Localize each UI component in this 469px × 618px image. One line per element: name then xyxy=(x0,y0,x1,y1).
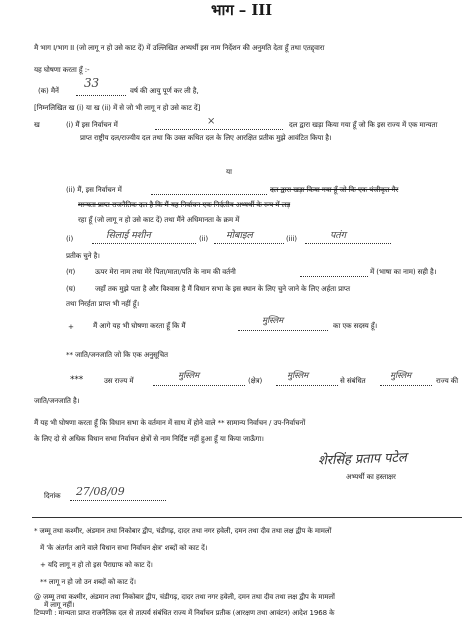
caste-line: जाति/जनजाति है। xyxy=(34,396,80,405)
candidate-signature: शेरसिंह प्रताप पटेल xyxy=(317,450,407,469)
footnote-1: * जम्मू तथा कश्मीर, अंडमान तथा निकोबार द्वीप, चंडीगढ़, दादर तथा नगर हवेली, दमन तथा दीव तथा लक्ष द्वीप के मामलों xyxy=(34,527,332,535)
clause-b2-suffix: दल द्वारा खड़ा किया गया हूँ जो कि एक पंजीकृत गैर xyxy=(270,185,399,194)
state-end: राज्य की xyxy=(436,376,458,385)
clause-gh-line-2: तथा निरर्हता प्राप्त भी नहीं हूँ। xyxy=(66,299,140,308)
date-underline xyxy=(70,500,166,501)
clause-b1-prefix: (i) मैं इस निर्वाचन में xyxy=(66,120,118,129)
language-underline xyxy=(300,276,368,277)
state-underline-3 xyxy=(380,385,432,386)
symbol-2-underline xyxy=(214,243,284,244)
region-label: (क्षेत्र) xyxy=(248,376,263,385)
community-value: मुस्लिम xyxy=(262,316,284,326)
state-underline-1 xyxy=(153,385,245,386)
footnote-note: टिप्पणी : मान्यता प्राप्त राजनैतिक दल से तात्पर्य संबंधित राज्य में निर्वाचन प्रतीक (आरक्षण तथा आवंटन) आदेश 1968 के xyxy=(34,609,335,617)
signature-label: अभ्यर्थी का हस्ताक्षर xyxy=(346,472,396,481)
footnote-divider xyxy=(32,517,462,518)
clause-g-label: (ग) xyxy=(66,267,76,276)
age-underline xyxy=(76,95,126,96)
clause-a-prefix: (क) मैनें xyxy=(38,86,59,95)
clause-b2-line-2: मान्यता प्राप्त राजनैतिक दल है कि मैं यह निर्वाचन एक निर्दलीय अभ्यर्थी के रूप में लड़ xyxy=(78,200,291,209)
clause-b2-prefix: (ii) मैं, इस निर्वाचन में xyxy=(66,185,122,194)
clause-a-suffix: वर्ष की आयु पूर्ण कर ली है, xyxy=(130,86,199,95)
symbols-chosen-text: प्रतीक चुने है। xyxy=(66,251,100,260)
member-declaration: मैं आगे यह भी घोषणा करता हूँ कि मैं xyxy=(93,321,186,330)
party-underline-1 xyxy=(155,129,283,130)
clause-b1-line-2: प्राप्त राष्ट्रीय दल/राज्यीय दल तथा कि उक्त कथित दल के लिए आरक्षित प्रतीक मुझे आवंटित किया है। xyxy=(80,133,332,142)
date-value: 27/08/09 xyxy=(76,485,125,498)
party-underline-2 xyxy=(151,194,267,195)
clause-b1-suffix: दल द्वारा खड़ा किया गया हूँ जो कि इस राज्य में एक मान्यता xyxy=(289,120,438,129)
community-underline xyxy=(238,330,328,331)
state-value-1: मुस्लिम xyxy=(178,371,200,381)
intro-line-2: यह घोषणा करता हूँ :- xyxy=(34,65,90,74)
footnote-2: + यदि लागू न हो तो इस पैराग्राफ को काट दें। xyxy=(40,561,153,569)
symbol-2-value: मोबाइल xyxy=(226,230,253,241)
clause-b2-line-3: रहा हूँ (जो लागू न हो उसे काट दें) तथा मैंने अधिमानता के क्रम में xyxy=(78,215,240,224)
or-separator: या xyxy=(226,167,232,176)
symbol-3-underline xyxy=(305,243,391,244)
related-label: से संबंधित xyxy=(340,376,366,385)
state-value-3: मुस्लिम xyxy=(390,371,412,381)
plus-marker: + xyxy=(68,322,74,331)
state-prefix: उस राज्य में xyxy=(104,376,134,385)
clause-gh-line-1: जहाँ तक मुझे पता है और विश्वास है मैं विधान सभा के इस स्थान के लिए चुने जाने के लिए अर्हता प्राप्त xyxy=(95,284,350,293)
state-underline-2 xyxy=(276,385,338,386)
triple-star-marker: *** xyxy=(70,375,84,385)
symbol-3-label: (iii) xyxy=(286,234,297,243)
symbol-1-label: (i) xyxy=(66,234,74,243)
footnote-4-continued: में लागू नहीं। xyxy=(44,601,75,609)
member-declaration-end: का एक सदस्य हूँ। xyxy=(333,321,378,330)
footnote-1-continued: में 'के अंतर्गत आने वाले विधान सभा निर्वाचन क्षेत्र' शब्दों को काट दें। xyxy=(40,544,208,552)
declaration-line-1: मैं यह भी घोषणा करता हूँ कि विधान सभा के वर्तमान में साथ में होने वाले ** सामान्य निर्वाचन / उप-निर्वाचनों xyxy=(34,418,306,427)
footnote-4: @ जम्मू तथा कश्मीर, अंडमान तथा निकोबार द्वीप, चंडीगढ़, दादर तथा नगर हवेली, दमन तथा दीव तथा लक्ष द्वीप के मामलों xyxy=(34,593,335,601)
page-title: भाग – III xyxy=(211,1,273,19)
intro-line-1: मै भाग I/भाग II (जो लागू न हो उसे काट दें) में उल्लिखित अभ्यर्थी इस नाम निर्देशन की अनुमति देता हूँ तथा एतद्द्वारा xyxy=(34,43,325,52)
instruction-text: [निम्नलिखित ख (i) या ख (ii) में से जो भी लागू न हो उसे काट दें] xyxy=(34,103,201,112)
declaration-line-2: के लिए दो से अधिक विधान सभा निर्वाचन क्षेत्रों से नाम निर्दिष्ट नहीं हुआ हूँ या किया जाऊँगा। xyxy=(34,434,264,443)
symbol-1-underline xyxy=(92,243,196,244)
symbol-3-value: पतंग xyxy=(330,230,346,241)
caste-heading: ** जाति/जनजाति जो कि एक अनुसूचित xyxy=(66,350,168,359)
date-label: दिनांक xyxy=(44,491,61,500)
state-value-2: मुस्लिम xyxy=(287,371,309,381)
clause-g-text: ऊपर मेरा नाम तथा मेरे पिता/माता/पति के नाम की वर्तनी xyxy=(95,267,236,276)
party-strike-mark: × xyxy=(207,116,216,127)
clause-g-end: में (भाषा का नाम) सही है। xyxy=(370,267,437,276)
symbol-2-label: (ii) xyxy=(199,234,209,243)
symbol-1-value: सिलाई मशीन xyxy=(106,230,151,241)
footnote-3: ** लागू न हो जो उन शब्दों को काट दें। xyxy=(40,578,136,586)
clause-b-label: ख xyxy=(34,120,40,129)
clause-gh-label: (घ) xyxy=(66,284,76,293)
age-value: 33 xyxy=(84,76,100,90)
